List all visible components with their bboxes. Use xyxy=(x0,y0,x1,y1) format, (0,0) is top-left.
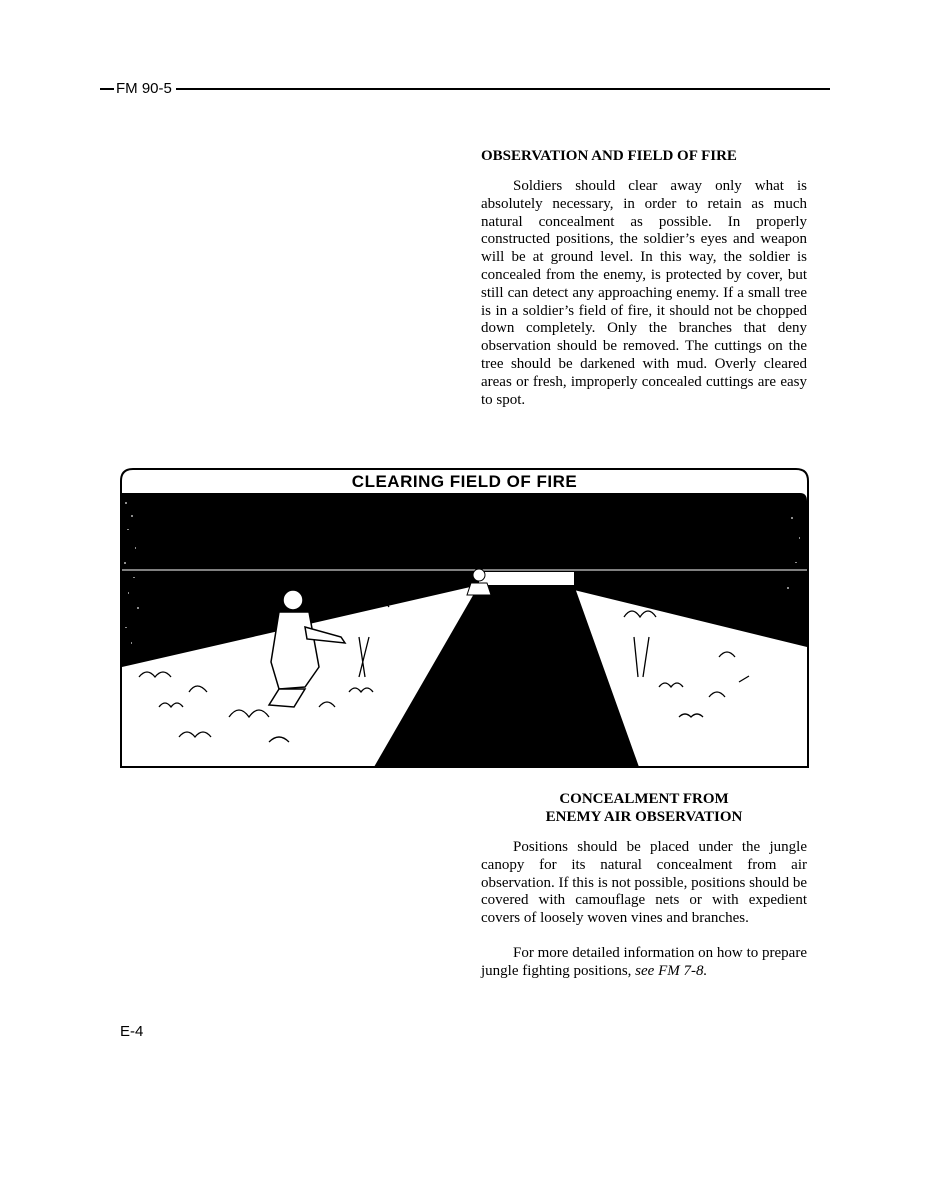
section-observation xyxy=(481,147,807,409)
section-title-concealment-line1: CONCEALMENT FROM xyxy=(559,791,729,807)
reference-text: For more detailed information on how to prepare jungle fighting positions, xyxy=(481,944,807,979)
section-title-concealment-line2: ENEMY AIR OBSERVATION xyxy=(545,809,743,825)
figure-title: CLEARING FIELD OF FIRE xyxy=(351,472,578,491)
header-rule xyxy=(100,88,830,90)
paragraph-reference xyxy=(481,945,807,981)
manual-id: FM 90-5 xyxy=(100,80,176,98)
page-header xyxy=(100,80,830,100)
paragraph-observation: Soldiers should clear away only what is absolutely necessary, in order to retain as much natural concealment as possible. In properly constructed positions, the soldier’s eyes and weapon will be at ground level. In this way, the soldier is concealed from the enemy, is protected by cover, but still can detect any approaching enemy. If a small tree is in a soldier’s field of fire, it should not be chopped down completely. Only the branches that deny observation should be removed. The cuttings on the tree should be darkened with mud. Overly cleared areas or fresh, improperly concealed cuttings are easy to spot. xyxy=(481,178,807,408)
reference-citation: see FM 7-8. xyxy=(635,962,708,979)
section-concealment xyxy=(481,790,807,981)
jungle-clearing-illustration-icon xyxy=(119,467,810,769)
page-number: E-4 xyxy=(120,1023,144,1040)
paragraph-concealment: Positions should be placed under the jungle canopy for its natural concealment from air observation. If this is not possible, positions should be covered with camouflage nets or with expedient covers of loosely woven vines and branches. xyxy=(481,839,807,927)
figure-clearing-field-of-fire xyxy=(119,467,810,769)
section-title-observation: OBSERVATION AND FIELD OF FIRE xyxy=(481,148,737,164)
